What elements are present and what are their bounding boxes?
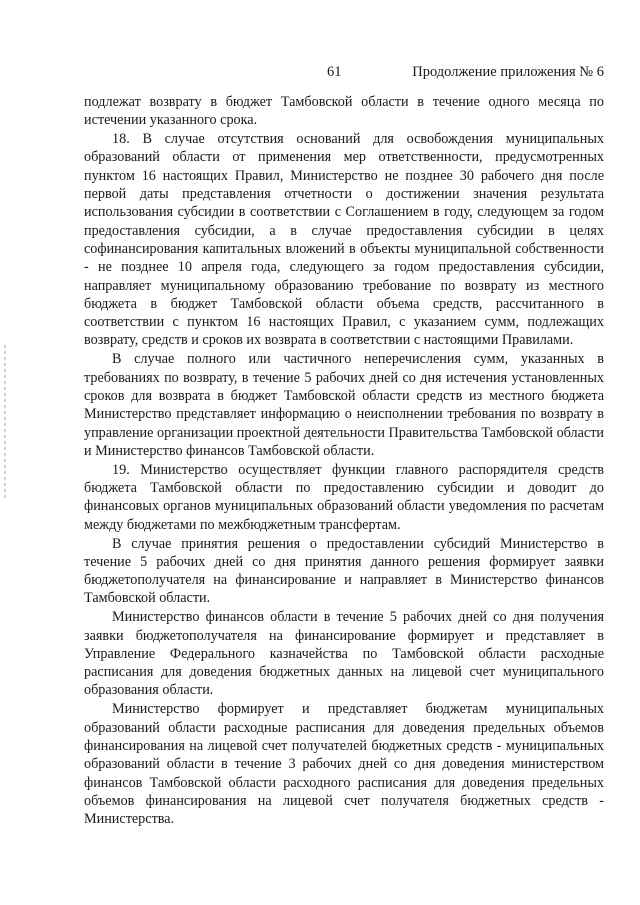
paragraph-finance-ministry: Министерство финансов области в течение 5 рабочих дней со дня получения заявки бюджетополучателя на финансирование формирует и представляет в Управление Федерального казначейства по Тамбовской области расходные расписания для доведения бюджетных данных на лицевой счет муниципального образования области. (84, 609, 604, 699)
appendix-label: Продолжение приложения № 6 (412, 64, 604, 80)
paragraph-item-18: 18. В случае отсутствия оснований для освобождения муниципальных образований области от применения мер ответственности, предусмотренных пунктом 16 настоящих Правил, Министерство не позднее 30 рабочего дня после первой даты представления отчетности о достижении значения результата использования субсидии в соответствии с Соглашением в году, следующем за годом предоставления субсидии, а в случае предоставления субсидии в целях софинансирования капитальных вложений в объекты муниципальной собственности - не позднее 10 апреля года, следующего за годом предоставления субсидии, направляет муниципальному образованию требование по возврату из местного бюджета в бюджет Тамбовской области объема средств, рассчитанного в соответствии с пунктом 16 настоящих Правил, с указанием сумм, подлежащих возврату, средств и сроков их возврата в соответствии с настоящими Правилами. (84, 131, 604, 349)
document-body (84, 93, 604, 829)
paragraph-expense-schedules: Министерство формирует и представляет бюджетам муниципальных образований области расходные расписания для доведения предельных объемов финансирования на лицевой счет получателей бюджетных средств - муниципальных образований области в течение 3 рабочих дней со дня доведения министерством финансов Тамбовской области расходного расписания для доведения предельных объемов финансирования на лицевой счет получателя бюджетных средств - Министерства. (84, 701, 604, 828)
page-number: 61 (327, 64, 342, 80)
paragraph-item-19: 19. Министерство осуществляет функции главного распорядителя средств бюджета Тамбовской области по предоставлению субсидии и доводит до финансовых органов муниципальных образований области уведомления по расчетам между бюджетами по межбюджетным трансфертам. (84, 461, 604, 533)
scan-margin-mark (4, 345, 6, 500)
paragraph-nonpayment: В случае полного или частичного неперечисления сумм, указанных в требованиях по возврату, в течение 5 рабочих дней со дня истечения установленных сроков для возврата в бюджет Тамбовской области средств из местного бюджета Министерство представляет информацию о неисполнении требования по возврату в управление организации проектной деятельности Правительства Тамбовской области и Министерство финансов Тамбовской области. (84, 351, 604, 459)
paragraph-continuation: подлежат возврату в бюджет Тамбовской области в течение одного месяца по истечении указанного срока. (84, 94, 604, 129)
paragraph-subsidy-decision: В случае принятия решения о предоставлении субсидий Министерство в течение 5 рабочих дней со дня принятия данного решения формирует заявки бюджетополучателя на финансирование и направляет в Министерство финансов Тамбовской области. (84, 535, 604, 607)
page-header (0, 64, 640, 84)
